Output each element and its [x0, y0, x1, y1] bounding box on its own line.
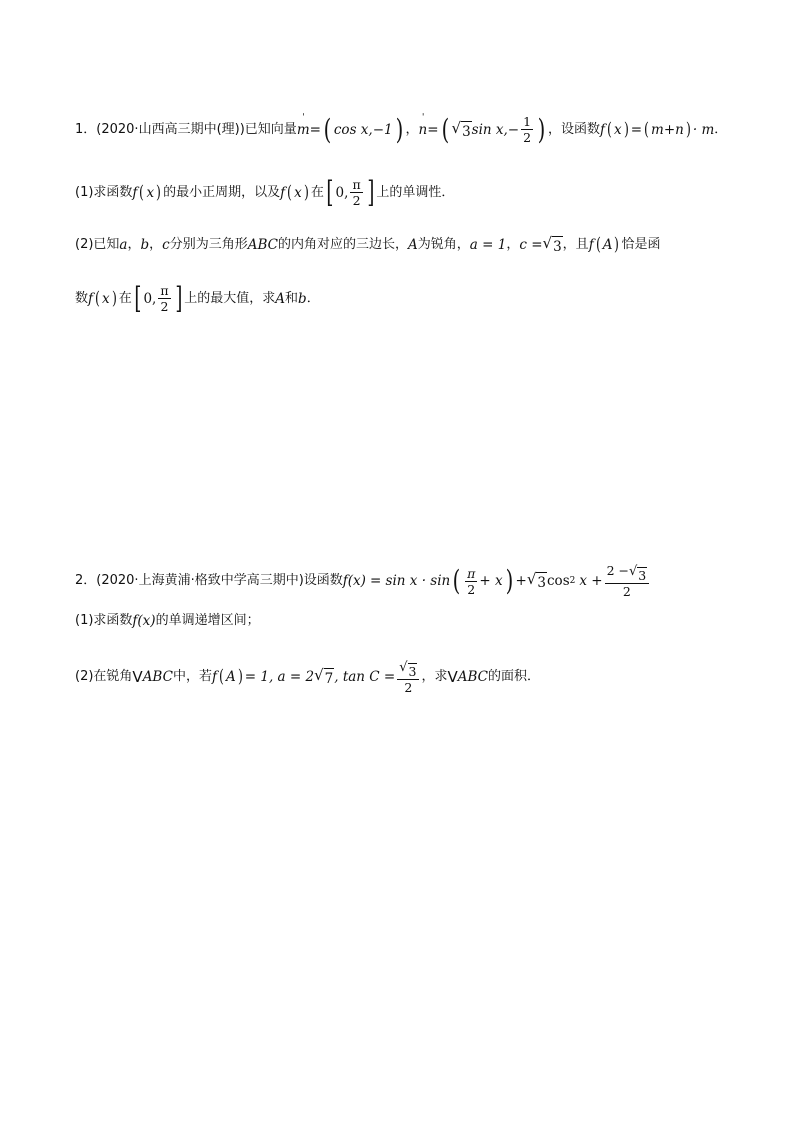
frac-num: 1	[523, 114, 532, 129]
paren-open: (	[452, 564, 461, 597]
paren-close: )	[685, 118, 691, 140]
equals: =	[630, 121, 643, 138]
paren-close: )	[614, 234, 620, 255]
paren-open: (	[139, 181, 145, 203]
q1-intro: 已知向量	[244, 121, 297, 137]
frac-den: 2	[160, 299, 169, 314]
equals: =	[427, 121, 439, 138]
q2-part1	[75, 611, 260, 631]
paren-close: )	[156, 181, 162, 203]
sqrt-arg: 3	[638, 568, 647, 583]
plus-x: + x	[479, 573, 503, 589]
A-symbol: A	[408, 237, 418, 253]
tan-c: , tan C =	[334, 669, 396, 685]
b-symbol: b	[298, 290, 307, 307]
q1-part1-mid: 的最小正周期，以及	[163, 184, 281, 200]
q1-part2-text1: 分别为三角形	[169, 237, 248, 252]
x-symbol: x	[294, 184, 302, 201]
max-value-text: 上的最大值，求	[184, 290, 276, 306]
fraction-half	[521, 114, 533, 145]
frac-den: 2	[622, 584, 631, 599]
triangle-abc: ABC	[457, 669, 488, 685]
frac-den: 2	[467, 581, 476, 597]
paren-open: (	[595, 234, 601, 255]
q2-source: (2020·上海黄浦·格致中学高三期中)	[96, 573, 304, 588]
triangle-symbol: V	[447, 668, 458, 686]
q2-part1-end: 的单调递增区间；	[155, 613, 260, 628]
q1-source: (2020·山西高三期中(理))	[96, 121, 245, 137]
m-value: cos x,−1	[333, 121, 393, 138]
q1-part2-label: (2)已知	[75, 237, 120, 252]
sqrt-3: √ 3	[542, 234, 562, 255]
q2-part2-end-a: ，求	[421, 669, 448, 684]
interval-start: 0,	[143, 290, 157, 307]
a-symbol: a	[119, 237, 128, 253]
frac-num	[397, 659, 419, 680]
frac-den: 2	[404, 680, 413, 695]
f-symbol: f	[132, 184, 138, 201]
q1-part2-text5: 恰是函	[621, 237, 661, 252]
vector-m: ˈ m	[297, 120, 310, 140]
sqrt-arg: 3	[552, 236, 563, 257]
fA-equals: = 1, a = 2	[244, 669, 315, 685]
comma: ，	[506, 237, 520, 252]
A-symbol: A	[225, 669, 236, 685]
f-symbol: f	[88, 290, 94, 307]
f-symbol: f	[600, 121, 606, 138]
q2-part2	[75, 659, 540, 695]
period: ．	[714, 121, 728, 137]
sqrt-3: √ 3	[399, 660, 417, 679]
sqrt-arg: 3	[461, 121, 472, 142]
frac-num: π	[467, 565, 476, 581]
a-equals-1: a = 1	[469, 237, 507, 253]
frac-den: 2	[352, 193, 361, 208]
q1-part2-text4: ，且	[562, 237, 589, 252]
equals: =	[309, 121, 321, 138]
f-of-x: f(x)	[342, 573, 366, 589]
frac-num: π	[352, 177, 361, 192]
q2-intro: 设函数	[303, 573, 343, 588]
f-symbol: f	[211, 669, 217, 685]
in-text: 在	[310, 184, 324, 200]
q1-part1-end: 上的单调性．	[376, 184, 455, 200]
bracket-close: ]	[174, 280, 182, 316]
A-symbol: A	[275, 290, 286, 307]
triangle-abc: ABC	[247, 237, 278, 253]
sqrt-7: √ 7	[314, 666, 334, 687]
shu-text: 数	[75, 290, 89, 306]
sin-product: = sin x · sin	[369, 573, 451, 589]
f-symbol: f	[588, 237, 594, 253]
x-plus: x +	[579, 573, 603, 589]
paren-open: (	[219, 666, 224, 687]
comma: ，	[405, 121, 419, 137]
q1-part2-text2: 的内角对应的三边长，	[278, 237, 409, 252]
c-symbol: c	[162, 237, 170, 253]
c-equals: c =	[519, 237, 543, 253]
two-minus: 2 −	[606, 563, 629, 578]
b-symbol: b	[140, 237, 150, 253]
paren-close: )	[537, 112, 546, 146]
q1-line1	[75, 114, 727, 145]
sqrt-arg: 3	[536, 572, 547, 593]
paren-open: (	[441, 112, 449, 146]
comma: ，	[149, 237, 163, 252]
frac-den: 2	[523, 130, 532, 145]
fraction-pi-2	[158, 283, 170, 314]
paren-open: (	[607, 118, 612, 140]
q1-part2-text3: 为锐角，	[417, 237, 470, 252]
comma: ，	[127, 237, 141, 252]
cos-text: cos	[547, 573, 570, 589]
set-function-text: ，设函数	[548, 121, 601, 137]
fraction-sqrt3-2	[397, 659, 419, 695]
and-text: 和	[285, 290, 299, 306]
paren-close: )	[303, 181, 309, 203]
sqrt-3: √ 3	[526, 570, 546, 591]
paren-open: (	[323, 112, 332, 146]
A-symbol: A	[602, 237, 613, 253]
sqrt-3: √ 3	[628, 564, 647, 583]
q2-line1	[75, 563, 651, 599]
triangle-symbol: V	[132, 668, 143, 686]
fraction-pi-2	[350, 177, 362, 208]
in-text: 在	[118, 290, 132, 306]
paren-open: (	[95, 287, 100, 309]
bracket-open: [	[326, 174, 334, 210]
f-symbol: f	[280, 184, 286, 201]
paren-close: )	[237, 666, 243, 687]
frac-num	[605, 563, 650, 584]
sqrt-arg: 3	[408, 664, 417, 679]
q1-part1	[75, 174, 455, 210]
x-symbol: x	[614, 121, 622, 138]
fraction-2-minus-sqrt3	[605, 563, 650, 599]
plus: +	[515, 573, 527, 589]
bracket-close: ]	[367, 174, 375, 210]
triangle-abc: ABC	[142, 669, 173, 685]
q1-part2-line2	[75, 280, 320, 316]
paren-open: (	[644, 118, 649, 140]
m-plus-n: m+n	[651, 121, 684, 138]
interval-start: 0,	[335, 184, 349, 201]
x-symbol: x	[146, 184, 155, 201]
q1-number: 1．	[75, 121, 97, 137]
q1-part2-line1	[75, 233, 661, 257]
sqrt-3: √ 3	[451, 118, 471, 140]
q2-number: 2．	[75, 573, 97, 588]
vector-n: ˈ n	[419, 120, 428, 140]
paren-close: )	[111, 287, 117, 309]
x-symbol: x	[102, 290, 110, 307]
q2-part2-end-b: 的面积．	[488, 669, 541, 684]
frac-num: π	[160, 283, 169, 298]
dot-m: · m	[692, 121, 715, 138]
period: ．	[306, 290, 320, 306]
q2-part2-label: (2)在锐角	[75, 669, 133, 684]
fraction-pi-2	[465, 566, 477, 597]
q2-part2-mid: 中，若	[172, 669, 212, 684]
square-exponent: 2	[569, 576, 576, 586]
paren-open: (	[287, 181, 293, 203]
sqrt-arg: 7	[324, 668, 335, 689]
n-value-tail: sin x,−	[471, 121, 520, 138]
paren-close: )	[623, 118, 629, 140]
bracket-open: [	[134, 280, 142, 316]
q2-part1-label: (1)求函数	[75, 613, 133, 628]
paren-close: )	[505, 564, 513, 597]
f-of-x: f(x)	[132, 613, 156, 629]
paren-close: )	[395, 112, 403, 146]
q1-part1-label: (1)求函数	[75, 184, 133, 200]
